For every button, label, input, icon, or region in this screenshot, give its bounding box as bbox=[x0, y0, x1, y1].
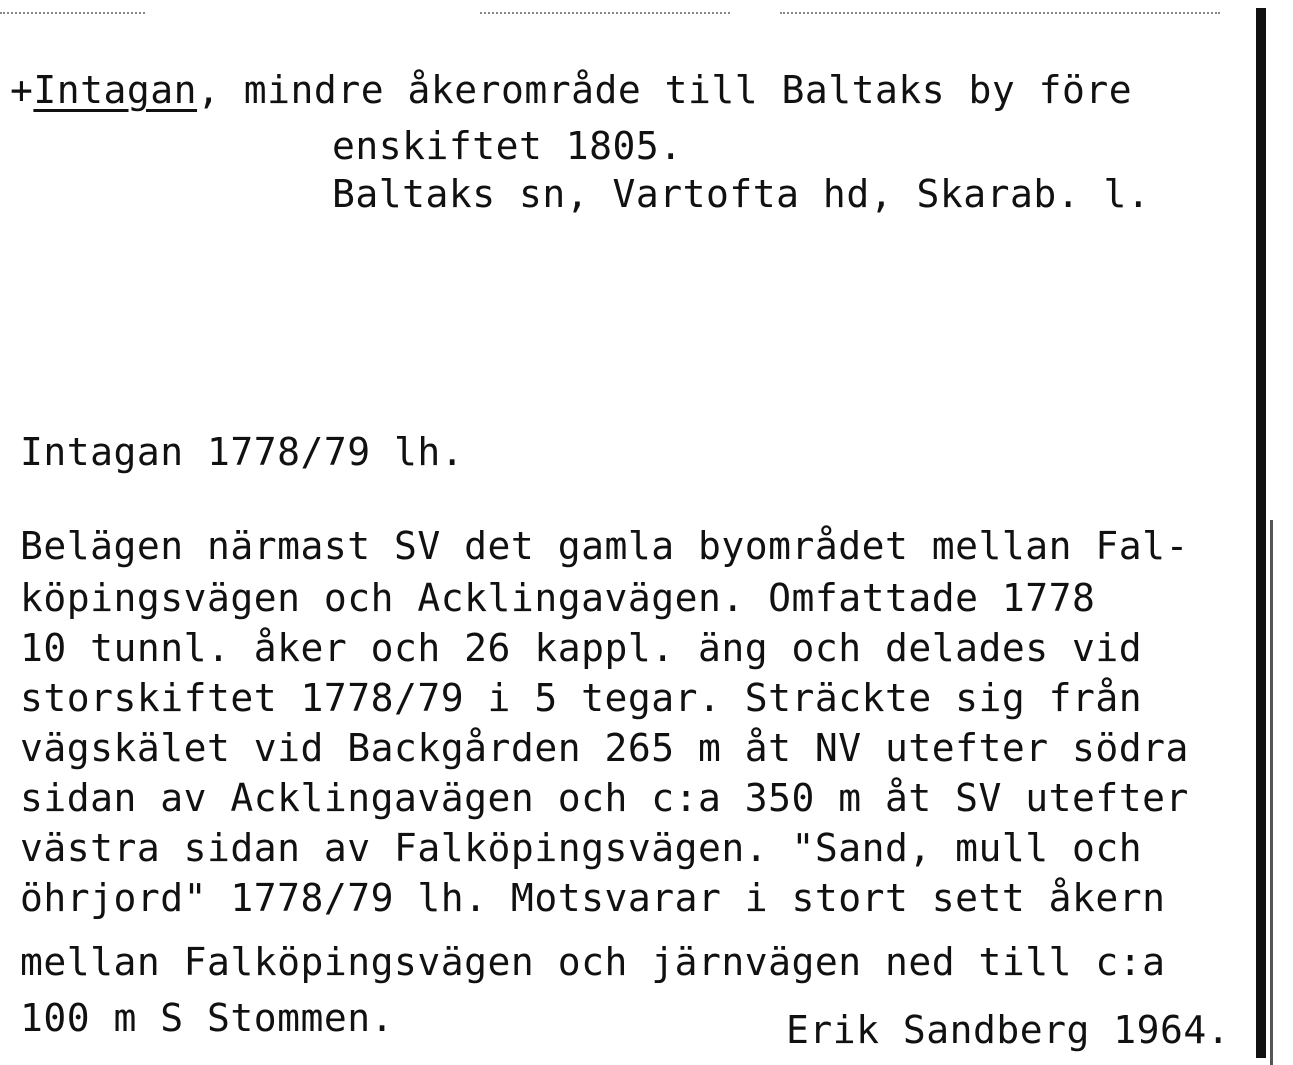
heading-line-2: enskiftet 1805. bbox=[332, 124, 683, 168]
body-line: vägskälet vid Backgården 265 m åt NV utefter södra bbox=[20, 726, 1189, 770]
body-line: storskiftet 1778/79 i 5 tegar. Sträckte sig från bbox=[20, 676, 1143, 720]
scan-artifact bbox=[480, 12, 730, 16]
source-line: Intagan 1778/79 lh. bbox=[20, 430, 465, 474]
scan-artifact bbox=[0, 12, 145, 16]
body-line: Belägen närmast SV det gamla byområdet mellan Fal- bbox=[20, 524, 1189, 568]
body-line: 10 tunnl. åker och 26 kappl. äng och delades vid bbox=[20, 626, 1143, 670]
heading-definition: , mindre åkerområde till Baltaks by före bbox=[197, 68, 1133, 112]
headword: Intagan bbox=[33, 68, 198, 112]
body-line: mellan Falköpingsvägen och järnvägen ned till c:a bbox=[20, 940, 1166, 984]
scan-artifact bbox=[780, 12, 1220, 16]
body-line: västra sidan av Falköpingsvägen. "Sand, mull och bbox=[20, 826, 1143, 870]
card-edge-shadow bbox=[1270, 520, 1273, 1065]
entry-heading bbox=[10, 68, 1132, 112]
body-line: sidan av Acklingavägen och c:a 350 m åt SV utefter bbox=[20, 776, 1189, 820]
plus-mark: + bbox=[10, 68, 34, 112]
heading-location: Baltaks sn, Vartofta hd, Skarab. l. bbox=[332, 172, 1151, 216]
signature: Erik Sandberg 1964. bbox=[786, 1008, 1231, 1052]
body-line: köpingsvägen och Acklingavägen. Omfattade 1778 bbox=[20, 576, 1096, 620]
card-edge bbox=[1256, 8, 1266, 1058]
body-line: öhrjord" 1778/79 lh. Motsvarar i stort sett åkern bbox=[20, 876, 1166, 920]
body-line: 100 m S Stommen. bbox=[20, 996, 395, 1040]
